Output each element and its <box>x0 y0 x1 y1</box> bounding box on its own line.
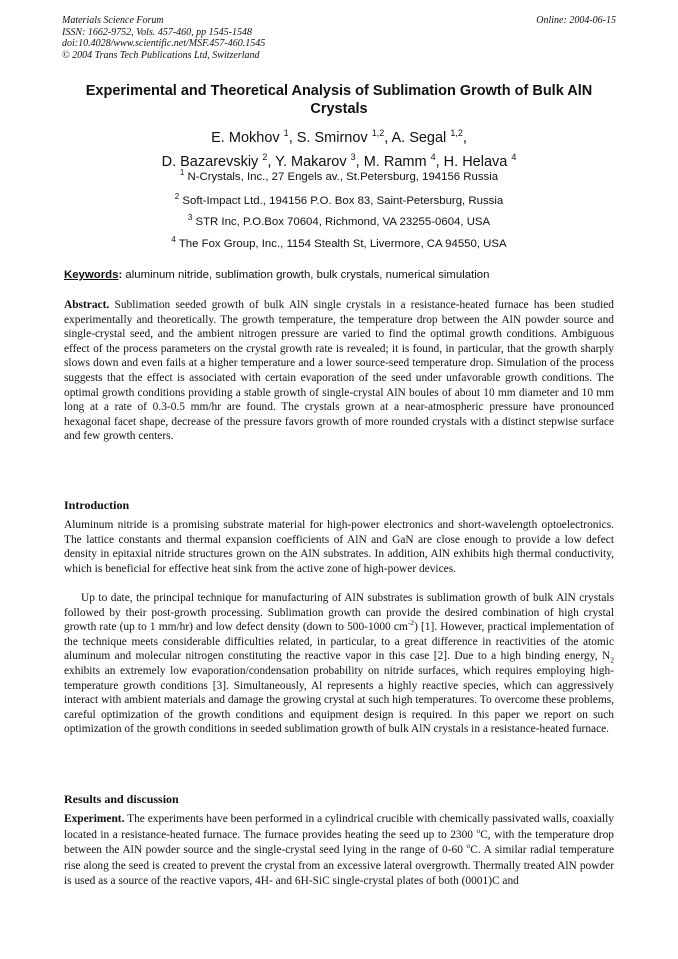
introduction-paragraph-2 <box>64 591 614 737</box>
author-affil-mark: 1,2 <box>371 128 385 138</box>
results-heading: Results and discussion <box>64 792 179 806</box>
author-name: D. Bazarevskiy <box>161 153 263 170</box>
keywords-text: aluminum nitride, sublimation growth, bulk crystals, numerical simulation <box>122 269 490 281</box>
author-affil-mark: 4 <box>430 151 436 162</box>
abstract-label: Abstract. <box>64 299 110 311</box>
copyright-line: © 2004 Trans Tech Publications Ltd, Switzerland <box>62 49 260 61</box>
affiliation-mark: 2 <box>174 192 180 201</box>
affiliation-1 <box>62 166 616 184</box>
affiliation-text: The Fox Group, Inc., 1154 Stealth St, Livermore, CA 94550, USA <box>175 237 507 250</box>
online-date: Online: 2004-06-15 <box>536 15 616 26</box>
abstract-text: Sublimation seeded growth of bulk AlN single crystals in a resistance-heated furnace has been studied experimentally and theoretically. The growth temperature, the temperature drop between the AlN powder source and single-crystal seed, and the ambient nitrogen pressure are varied to find the optimal growth conditions. Ambiguous effect of the process parameters on the crystal growth rate is revealed; it is found, in particular, that the growth sharply slows down and even fails at a higher temperature and a lower source-seed temperature drop. Simulation of the process suggests that the effect is associated with certain evaporation of the seed under unfavorable growth conditions. The optimal growth conditions providing a stable growth of single-crystal AlN boules of about 10 mm diameter and 10 mm long at a rate of 0.3-0.5 mm/hr are found. The crystals grown at a near-atmospheric pressure have pronounced hexagonal facet shape, decrease of the pressure favors growth of more rounded crystals with a distinct stepwise surface and few growth centers. <box>64 299 614 443</box>
intro-p2-text-b: ) [1]. However, practical implementation of the technique meets considerable difficulties related, in particular, to a great difference in reactivities of the atomic aluminum and molecular nitrogen constituting the reactive vapor in this case [2]. Due to a high binding energy, N <box>64 621 614 663</box>
author-name: , M. Ramm <box>355 153 431 170</box>
author-name: E. Mokhov <box>211 129 284 146</box>
affiliation-text: Soft-Impact Ltd., 194156 P.O. Box 83, Saint-Petersburg, Russia <box>179 194 504 207</box>
author-separator: , <box>462 129 467 146</box>
introduction-heading: Introduction <box>64 498 130 512</box>
doi-line: doi:10.4028/www.scientific.net/MSF.457-460.1545 <box>62 38 266 49</box>
author-list <box>62 124 616 172</box>
keywords-line <box>64 268 618 282</box>
affiliation-mark: 3 <box>187 213 193 222</box>
author-name: , A. Segal <box>384 129 451 146</box>
degree-mark: o <box>466 841 471 851</box>
author-affil-mark: 1 <box>283 128 289 138</box>
affiliation-text: STR Inc, P.O.Box 70604, Richmond, VA 23255-0604, USA <box>192 215 491 228</box>
affiliation-text: N-Crystals, Inc., 27 Engels av., St.Petersburg, 194156 Russia <box>184 170 499 183</box>
intro-p2-superscript: -2 <box>407 618 415 628</box>
affiliation-4 <box>62 233 616 251</box>
author-affil-mark: 4 <box>511 151 517 162</box>
experiment-text-3: C. A similar radial temperature rise along the seed is created to prevent the crystal from an excessive lateral overgrowth. Thermally treated AlN powder is used as a source of the reactive vapors, 4H- and 6H-SiC single-crystal plates of both (0001)C and <box>64 844 614 888</box>
author-name: , H. Helava <box>435 153 512 170</box>
affiliation-mark: 4 <box>171 235 176 244</box>
author-name: , Y. Makarov <box>267 153 351 170</box>
experiment-text-2: C, with the temperature drop between the AlN powder source and the single-crystal seed lying in the range of 0-60 <box>64 828 614 857</box>
affiliation-mark: 1 <box>179 168 185 177</box>
experiment-text-1: The experiments have been performed in a cylindrical crucible with chemically passivated walls, coaxially located in a resistance-heated furnace. The furnace provides heating the seed up to 2300 <box>64 813 614 841</box>
introduction-paragraph-1: Aluminum nitride is a promising substrate material for high-power electronics and short-wavelength optoelectronics. The lattice constants and thermal expansion coefficients of AlN and GaN are close enough to provide a low defect density in epitaxial nitride structures grown on the AlN substrates. In addition, AlN exhibits high thermal conductivity, which is beneficial for effective heat sink from the active zone of high-power devices. <box>64 519 614 575</box>
author-name: , S. Smirnov <box>288 129 372 146</box>
author-line-1 <box>62 124 616 148</box>
issn-line: ISSN: 1662-9752, Vols. 457-460, pp 1545-1548 <box>62 26 252 38</box>
author-affil-mark: 3 <box>350 151 356 162</box>
journal-name: Materials Science Forum <box>62 15 164 26</box>
abstract-paragraph <box>64 298 614 444</box>
author-affil-mark: 1,2 <box>450 128 463 138</box>
experiment-label: Experiment. <box>64 813 125 825</box>
author-affil-mark: 2 <box>262 151 268 162</box>
keywords-label: Keywords <box>64 269 119 281</box>
intro-p2-text-a: Up to date, the principal technique for manufacturing of AlN substrates is sublimation growth of bulk AlN crystals followed by their post-growth processing. Sublimation growth can provide the desired combination of high crystal growth rate (up to 1 mm/hr) and low defect density (down to 500-1000 cm <box>64 592 614 634</box>
experiment-paragraph <box>64 812 614 890</box>
intro-p2-subscript: 2 <box>610 655 614 665</box>
journal-header <box>62 15 616 61</box>
keywords-colon: : <box>118 269 123 281</box>
affiliation-2 <box>62 190 616 208</box>
paper-title: Experimental and Theoretical Analysis of Sublimation Growth of Bulk AlN Crystals <box>85 83 593 117</box>
affiliation-3 <box>62 211 616 229</box>
intro-p2-text-c: exhibits an extremely low evaporation/condensation probability on nitride surfaces, which requires employing high-temperature growth conditions [3]. Simultaneously, Al represents a highly reactive species, which can aggressively interact with ambient materials and damage the growing crystal at such high temperatures. To overcome these problems, careful optimization of the growth conditions and equipment design is required. In this paper we report on such optimization of the growth conditions in seeded sublimation growth of bulk AlN crystals in a resistance-heated furnace. <box>64 664 614 736</box>
degree-mark: o <box>476 825 481 835</box>
